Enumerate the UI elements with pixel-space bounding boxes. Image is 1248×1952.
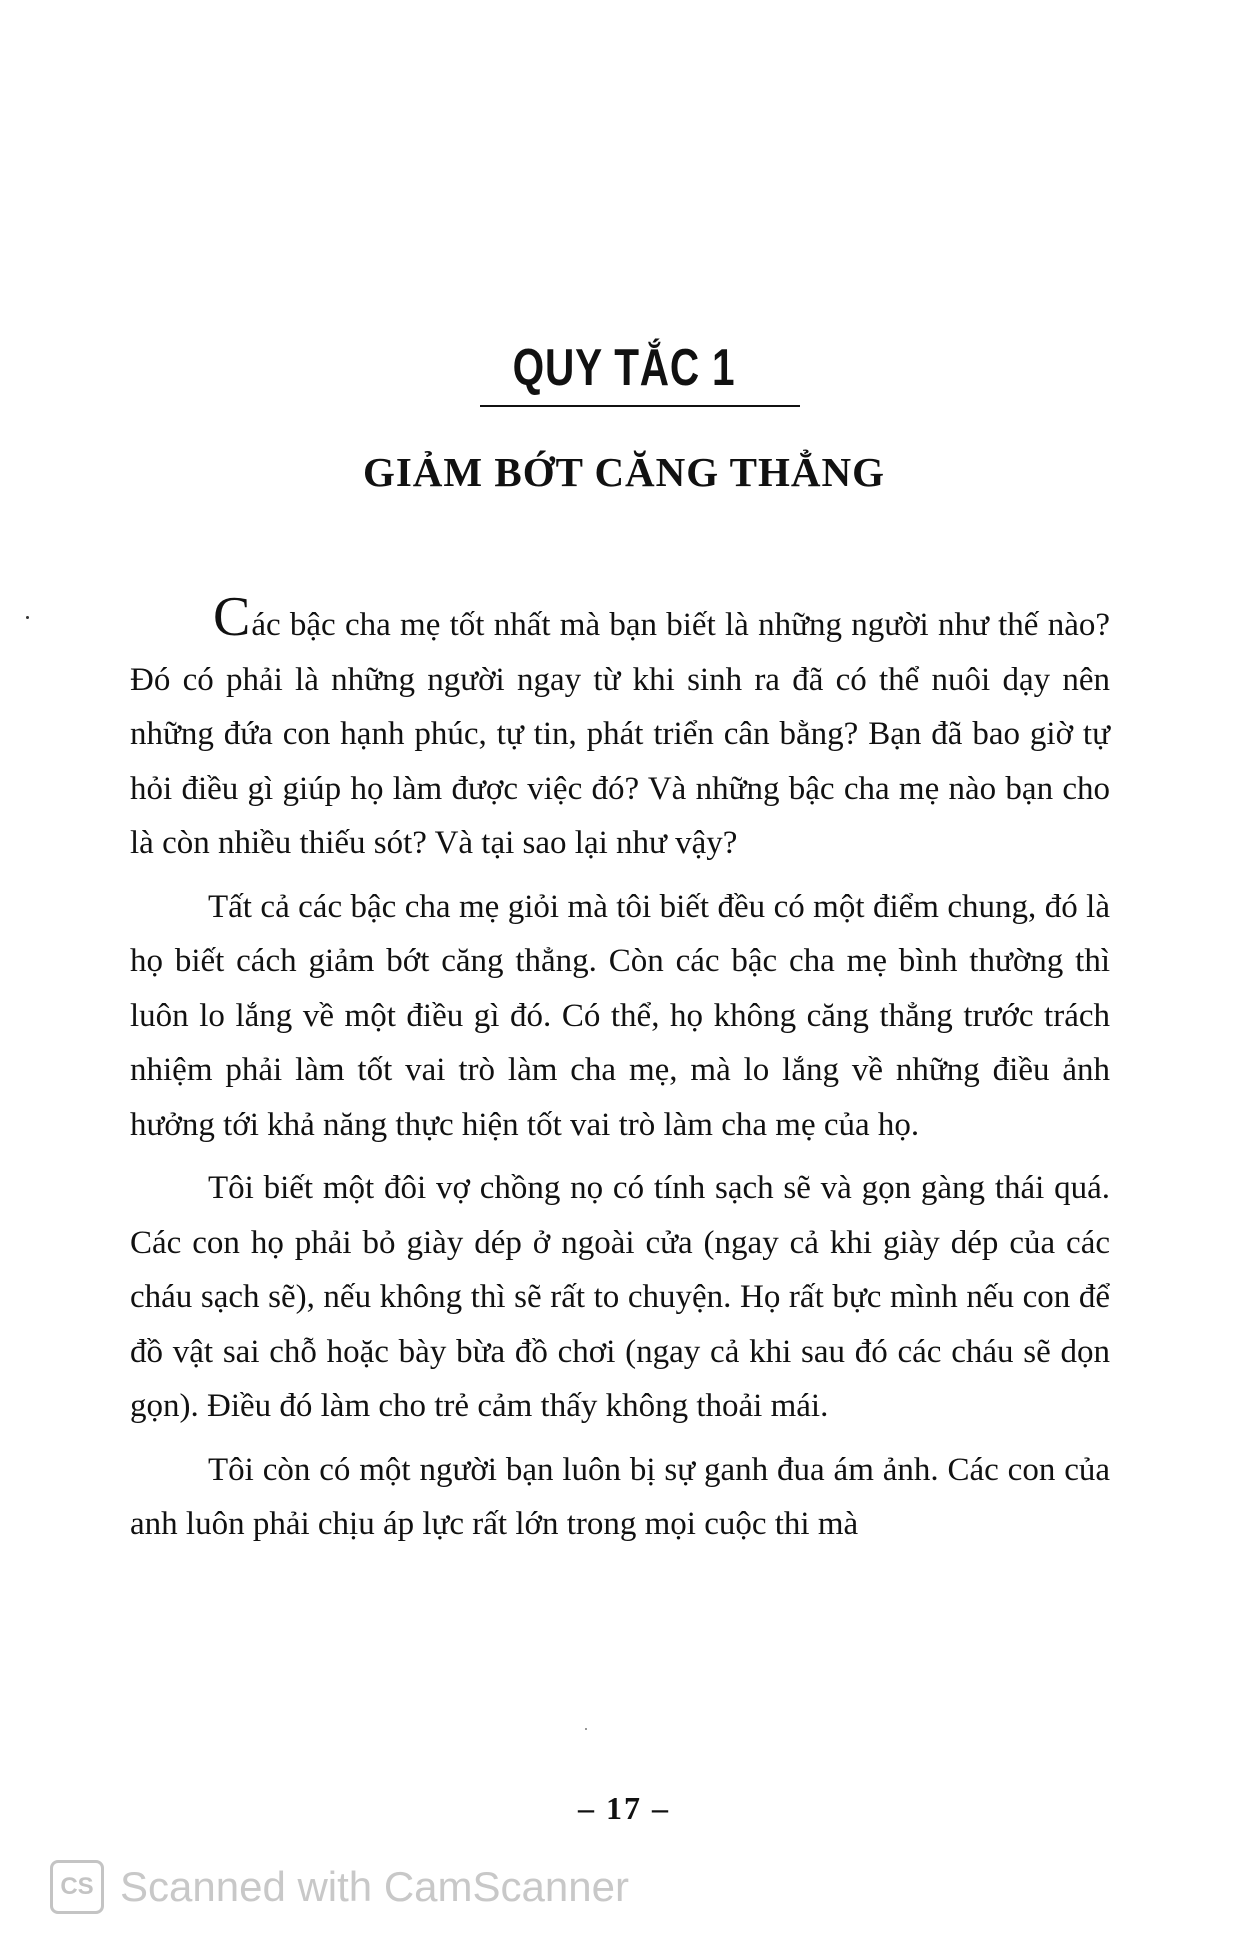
camscanner-watermark	[50, 1856, 629, 1918]
page-number: – 17 –	[578, 1790, 670, 1826]
scan-speck	[26, 616, 29, 619]
body-text	[130, 586, 1110, 1561]
paragraph-1-text: ác bậc cha mẹ tốt nhất mà bạn biết là những người như thế nào? Đó có phải là những người ngay từ khi sinh ra đã có thể nuôi dạy nên những đứa con hạnh phúc, tự tin, phát triển cân bằng? Bạn đã bao giờ tự hỏi điều gì giúp họ làm được việc đó? Và những bậc cha mẹ nào bạn cho là còn nhiều thiếu sót? Và tại sao lại như vậy?	[130, 607, 1110, 861]
title-underline	[480, 405, 800, 407]
scan-speck	[585, 1728, 587, 1730]
paragraph-2: Tất cả các bậc cha mẹ giỏi mà tôi biết đều có một điểm chung, đó là họ biết cách giảm bớt căng thẳng. Còn các bậc cha mẹ bình thường thì luôn lo lắng về một điều gì đó. Có thể, họ không căng thẳng trước trách nhiệm phải làm tốt vai trò làm cha mẹ, mà lo lắng về những điều ảnh hưởng tới khả năng thực hiện tốt vai trò làm cha mẹ của họ.	[130, 888, 1110, 1143]
chapter-subtitle: GIẢM BỚT CĂNG THẲNG	[362, 449, 886, 495]
paragraph-1	[130, 586, 1110, 871]
paragraph-3: Tôi biết một đôi vợ chồng nọ có tính sạch sẽ và gọn gàng thái quá. Các con họ phải bỏ giày dép ở ngoài cửa (ngay cả khi giày dép của các cháu sạch sẽ), nếu không thì sẽ rất to chuyện. Họ rất bực mình nếu con để đồ vật sai chỗ hoặc bày bừa đồ chơi (ngay cả khi sau đó các cháu sẽ dọn gọn). Điều đó làm cho trẻ cảm thấy không thoải mái.	[130, 1170, 1110, 1424]
paragraph-4: Tôi còn có một người bạn luôn bị sự ganh đua ám ảnh. Các con của anh luôn phải chịu áp lực rất lớn trong mọi cuộc thi mà	[130, 1451, 1110, 1542]
chapter-title: QUY TẮC 1	[512, 339, 736, 397]
drop-cap: C	[213, 586, 252, 648]
watermark-text: Scanned with CamScanner	[120, 1863, 629, 1910]
camscanner-logo-icon: CS	[50, 1860, 104, 1914]
